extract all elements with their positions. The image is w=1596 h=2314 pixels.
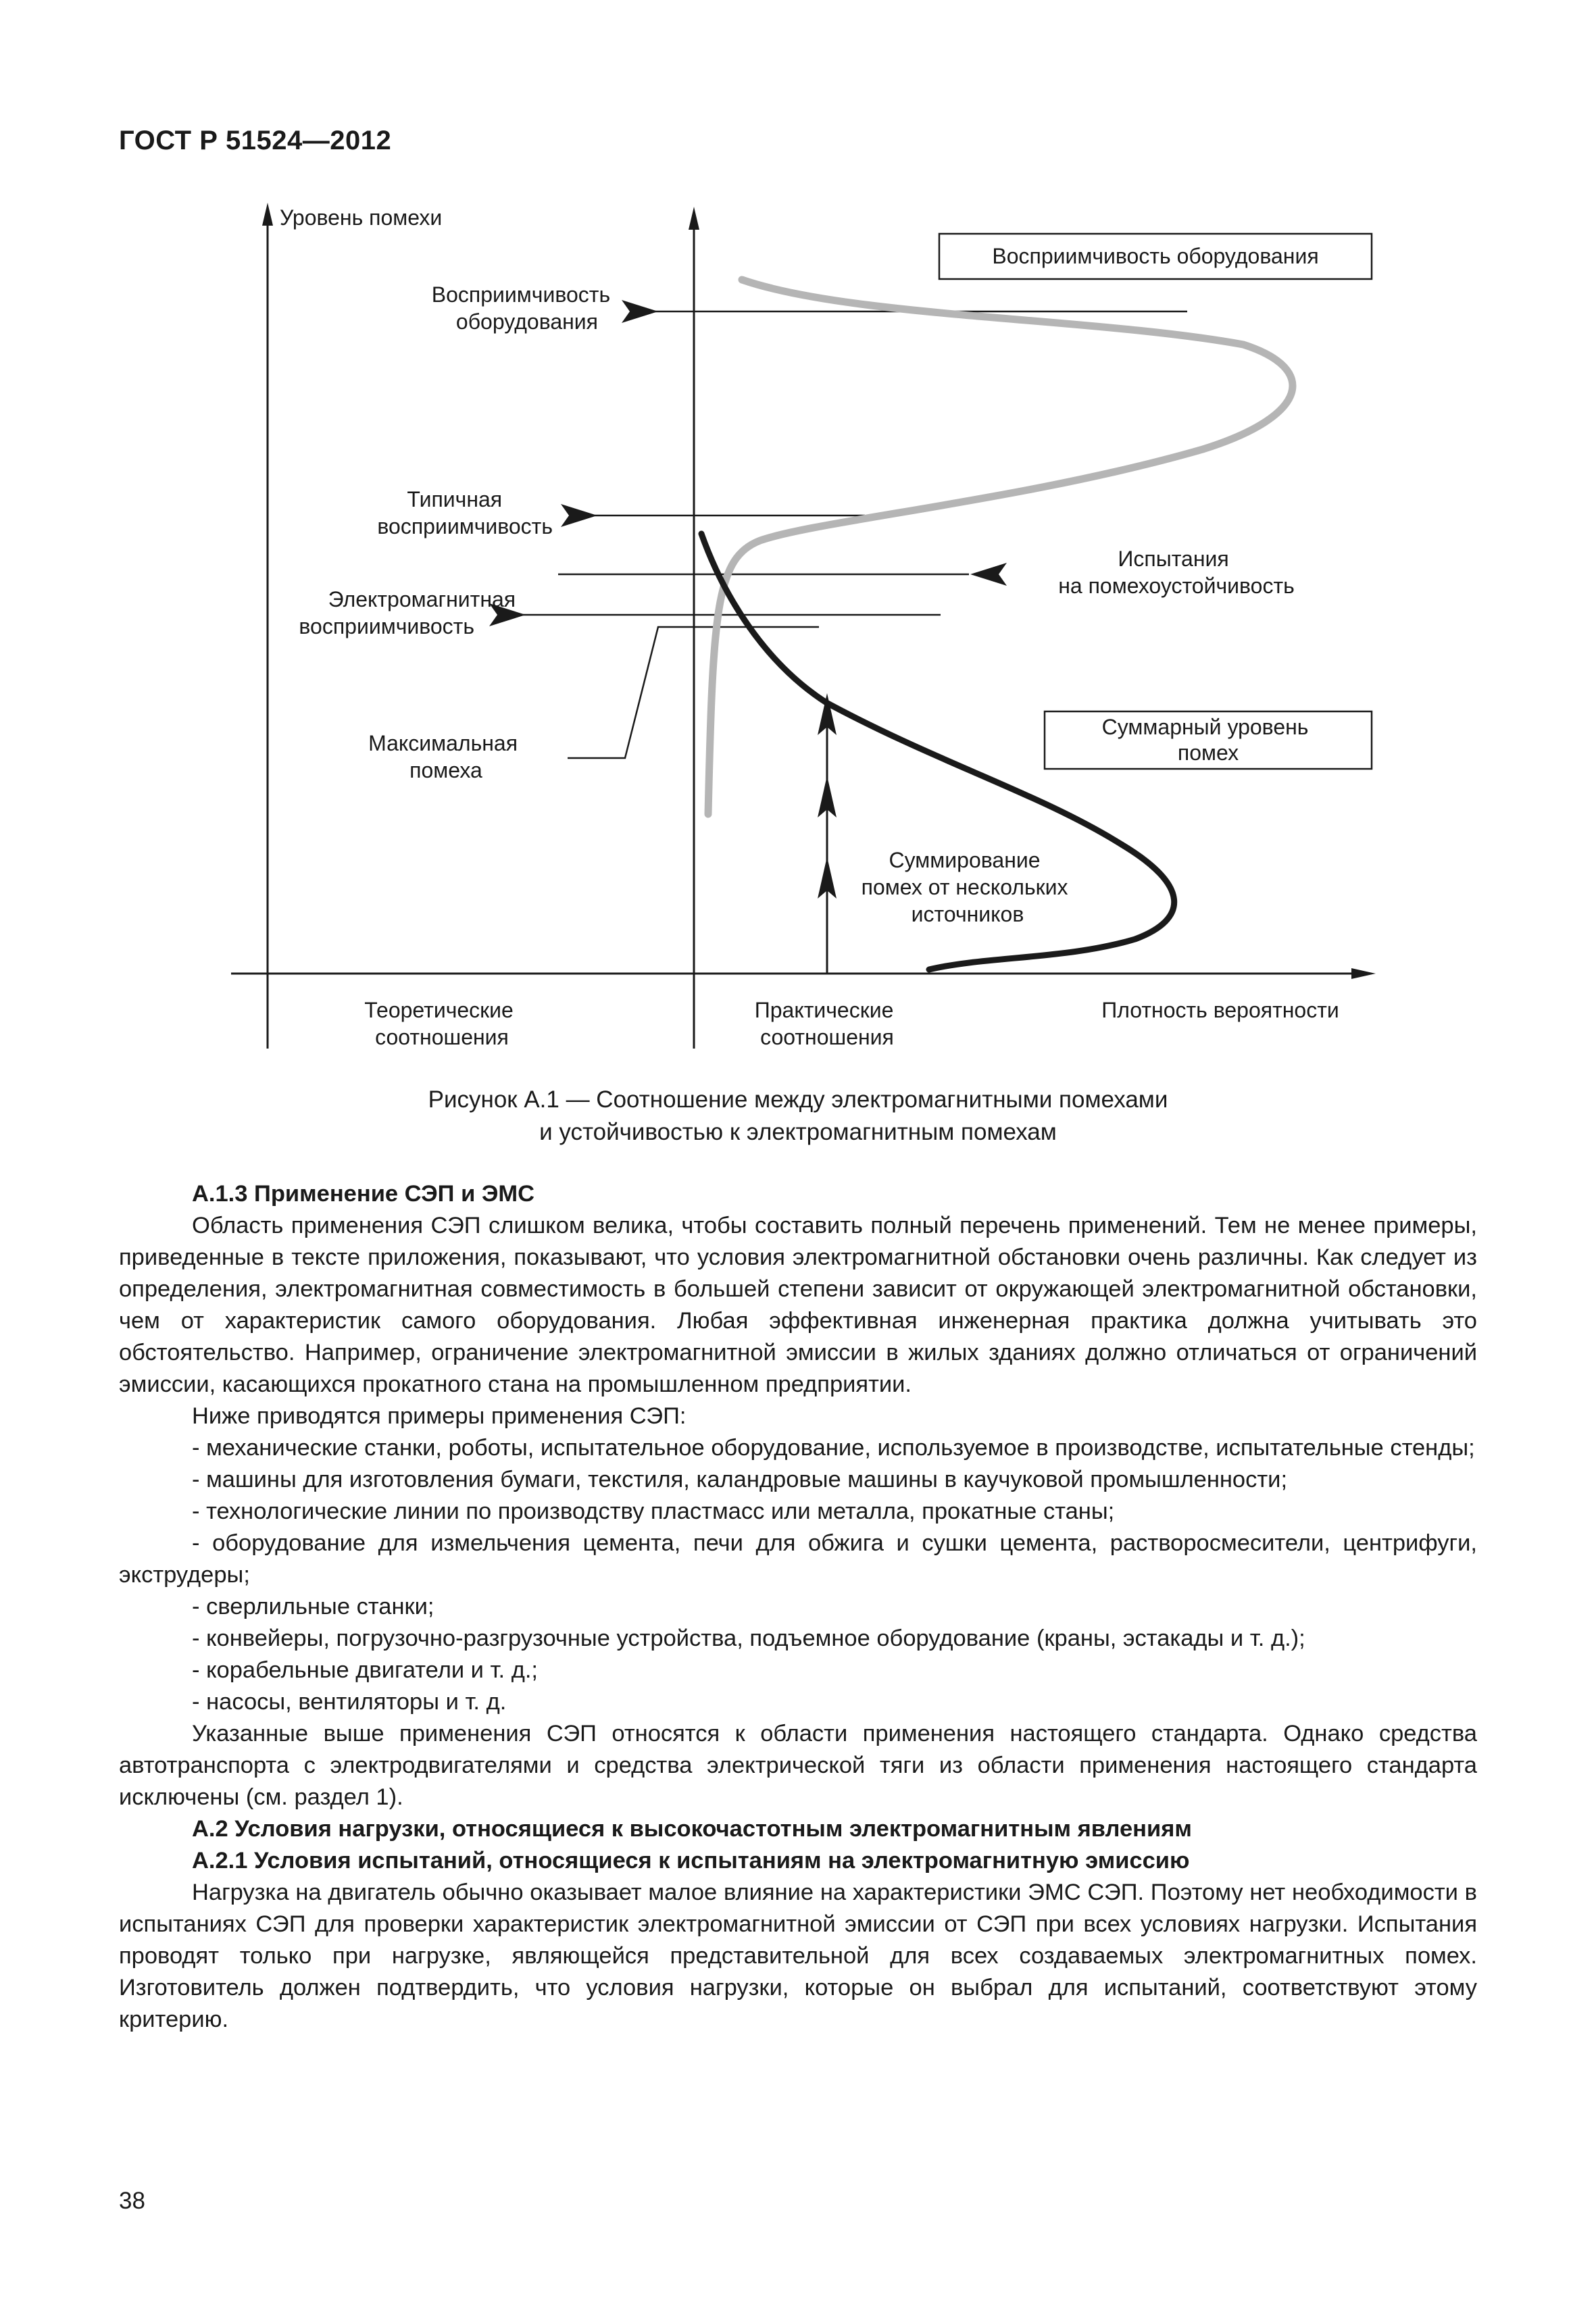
list-item: - сверлильные станки;: [192, 1594, 434, 1619]
label-summation: Суммирование помех от нескольких источников: [861, 848, 1068, 926]
y-axis-label: Уровень помехи: [280, 205, 443, 230]
list-item: - насосы, вентиляторы и т. д.: [192, 1689, 507, 1715]
y-axis-middle-arrow: [689, 207, 699, 230]
list-item: - механические станки, роботы, испытательное оборудование, используемое в производстве, испытательные стенды;: [192, 1435, 1475, 1461]
label-practical: Практические соотношения: [754, 998, 894, 1049]
pointer-typical-susceptibility: [561, 504, 597, 527]
list-item: - корабельные двигатели и т. д.;: [192, 1657, 538, 1683]
body-text: [119, 1178, 1477, 2036]
x-axis-label: Плотность вероятности: [1101, 998, 1339, 1022]
box-total-interference-label: Суммарный уровень помех: [1101, 715, 1309, 765]
emc-diagram: [0, 0, 1596, 1095]
section-heading-a21: А.2.1 Условия испытаний, относящиеся к испытаниям на электромагнитную эмиссию: [192, 1848, 1190, 1873]
pointer-immunity-tests: [970, 563, 1007, 586]
pointer-equipment-susceptibility: [622, 300, 658, 323]
paragraph: Область применения СЭП слишком велика, чтобы составить полный перечень применений. Тем не менее примеры, приведенные в тексте приложения, показывают, что условия электромагнитной обстановки очень различны. Как следует из определения, электромагнитная совместимость в большей степени зависит от окружающей электромагнитной обстановки, чем от характеристик самого оборудования. Любая эффективная инженерная практика должна учитывать это обстоятельство. Например, ограничение электромагнитной эмиссии в жилых зданиях должно отличаться от ограничений эмиссии, касающихся прокатного стана на промышленном предприятии.: [119, 1213, 1477, 1397]
section-heading-a13: А.1.3 Применение СЭП и ЭМС: [192, 1181, 535, 1207]
caption-line-1: Рисунок А.1 — Соотношение между электромагнитными помехами: [428, 1086, 1168, 1113]
label-immunity-tests: Испытания на помехоустойчивость: [1058, 547, 1295, 598]
list-item: - оборудование для измельчения цемента, печи для обжига и сушки цемента, растворосмесители, центрифуги, экструдеры;: [119, 1530, 1477, 1588]
label-equipment-susceptibility: Восприимчивость оборудования: [431, 282, 611, 334]
x-axis-arrow: [1351, 968, 1376, 979]
paragraph: Ниже приводятся примеры применения СЭП:: [192, 1403, 687, 1429]
box-equipment-susceptibility-label: Восприимчивость оборудования: [992, 244, 1319, 268]
label-typical-susceptibility: Типичная восприимчивость: [377, 487, 553, 538]
y-axis-left-arrow: [262, 203, 273, 226]
caption-line-2: и устойчивостью к электромагнитным помехам: [539, 1119, 1057, 1145]
document-header: ГОСТ Р 51524—2012: [119, 126, 392, 155]
label-max-interference: Максимальная помеха: [368, 731, 518, 782]
paragraph: Указанные выше применения СЭП относятся к области применения настоящего стандарта. Однако средства автотранспорта с электродвигателями и средства электрической тяги из области применения настоящего стандарта исключены (см. раздел 1).: [119, 1721, 1477, 1810]
section-heading-a2: А.2 Условия нагрузки, относящиеся к высокочастотным электромагнитным явлениям: [192, 1816, 1192, 1842]
label-em-susceptibility: Электромагнитная восприимчивость: [299, 587, 516, 638]
page-number: 38: [119, 2188, 145, 2214]
label-theoretical: Теоретические соотношения: [364, 998, 514, 1049]
figure-a1: [0, 0, 1596, 1095]
list-item: - конвейеры, погрузочно-разгрузочные устройства, подъемное оборудование (краны, эстакады и т. д.);: [192, 1626, 1305, 1651]
figure-caption: [0, 1084, 1596, 1149]
list-item: - технологические линии по производству пластмасс или металла, прокатные станы;: [192, 1499, 1115, 1524]
paragraph: Нагрузка на двигатель обычно оказывает малое влияние на характеристики ЭМС СЭП. Поэтому нет необходимости в испытаниях СЭП для проверки характеристик электромагнитной эмиссии от СЭП при всех условиях нагрузки. Испытания проводят только при нагрузке, являющейся представительной для всех создаваемых электромагнитных помех. Изготовитель должен подтвердить, что условия нагрузки, которые он выбрал для испытаний, соответствуют этому критерию.: [119, 1880, 1477, 2032]
list-item: - машины для изготовления бумаги, текстиля, каландровые машины в каучуковой промышленности;: [192, 1467, 1288, 1492]
